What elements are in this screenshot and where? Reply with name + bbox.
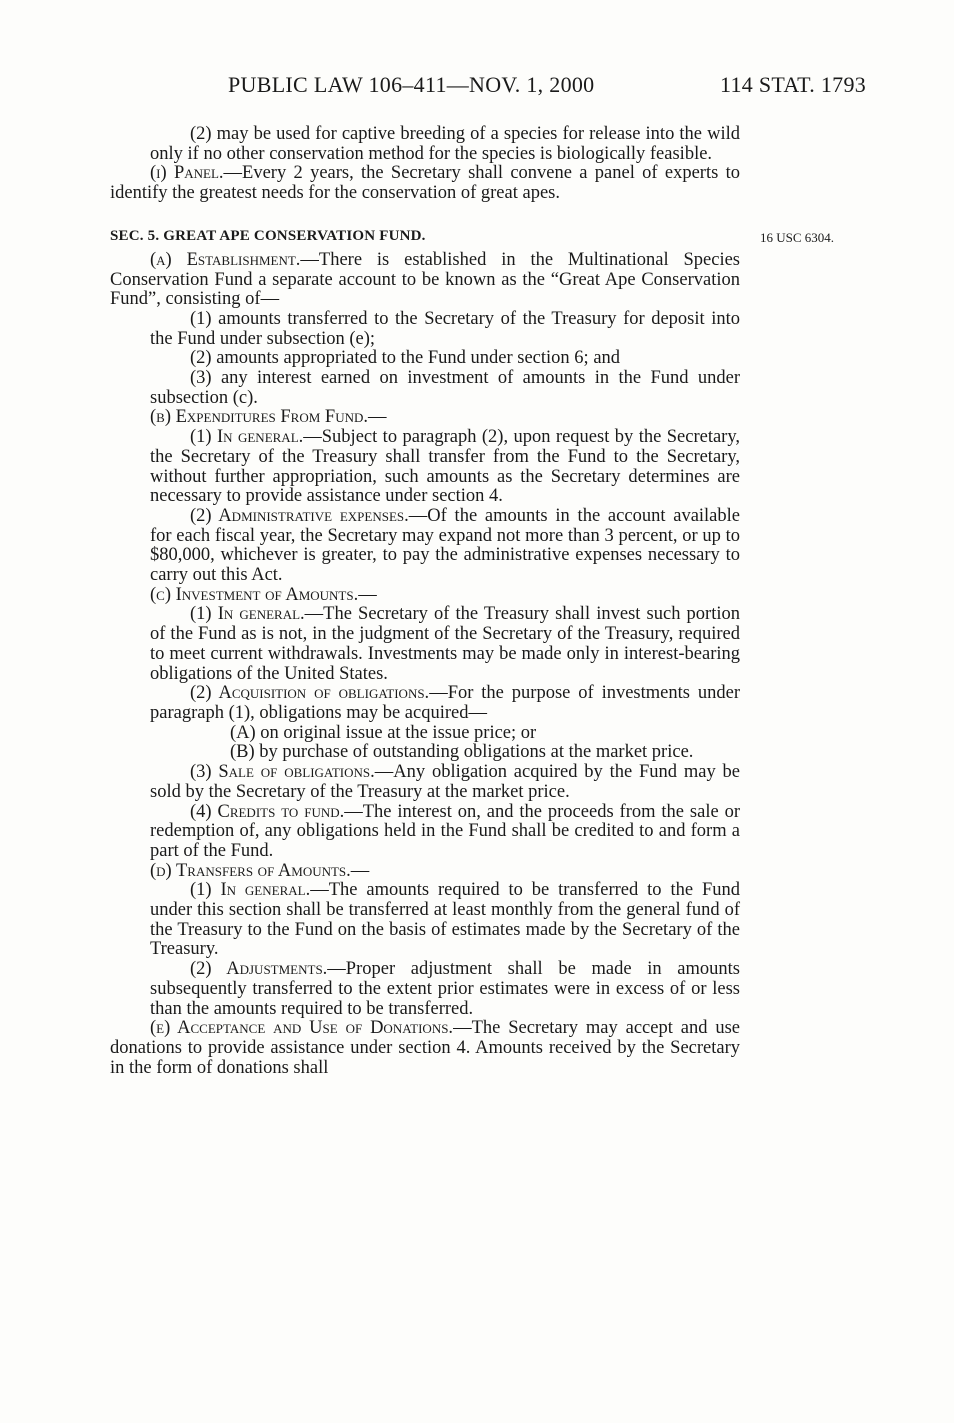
subsection-e: [110, 1019, 740, 1078]
subsection-b-dash: —: [368, 407, 387, 428]
subparagraph-c2B: (B) by purchase of outstanding obligations at the market price.: [230, 742, 694, 763]
panel-text: —Every 2 years, the Secretary shall convene a panel of experts to identify the greatest needs for the conservation of great apes.: [110, 163, 740, 204]
paragraph-c2-text: —For the purpose of investments under paragraph (1), obligations may be acquired—: [150, 683, 740, 723]
paragraph-b1-text: —Subject to paragraph (2), upon request by the Secretary, the Secretary of the Treasury shall transfer from the Fund to the Secretary, without further appropriation, such amounts as the Secretary determines are necessary to provide assistance under section 4.: [150, 427, 741, 507]
usc-marginal-note: 16 USC 6304.: [760, 229, 835, 245]
paragraph-c4: [110, 803, 740, 862]
subparagraph-c2A: (A) on original issue at the issue price; or: [230, 722, 537, 743]
subsection-a: [110, 251, 740, 310]
subsection-c-heading: (c) Investment of Amounts.: [150, 584, 359, 605]
paragraph-b2: [110, 507, 740, 586]
paragraph-a2: (2) amounts appropriated to the Fund under section 6; and: [190, 348, 621, 369]
subsection-e-text: —The Secretary may accept and use donations to provide assistance under section 4. Amounts received by the Secretary in the form of donations shall: [110, 1018, 740, 1078]
statute-page-number: 114 STAT. 1793: [720, 72, 867, 97]
subsection-d-heading: (d) Transfers of Amounts.: [150, 860, 351, 881]
paragraph-captive-breeding: (2) may be used for captive breeding of a species for release into the wild only if no other conservation method for the species is biologically feasible.: [150, 124, 740, 164]
paragraph-d1-heading: (1) In general.: [190, 880, 311, 901]
paragraph-c1-text: —The Secretary of the Treasury shall invest such portion of the Fund as is not, in the judgment of the Secretary of the Treasury, required to meet current withdrawals. Investments may be made only in interest-bearing obligations of the United States.: [150, 604, 741, 684]
subsection-e-heading: (e) Acceptance and Use of Donations.: [150, 1018, 454, 1039]
subsection-c-dash: —: [358, 584, 377, 605]
paragraph-b1-heading: (1) In general.: [190, 427, 304, 448]
paragraph-c1-heading: (1) In general.: [190, 604, 305, 625]
paragraph-c3-heading: (3) Sale of obligations.: [190, 762, 375, 783]
paragraph-panel: [110, 164, 740, 203]
page-header: [0, 72, 954, 102]
public-law-citation: PUBLIC LAW 106–411—NOV. 1, 2000: [228, 72, 595, 97]
paragraph-c2-heading: (2) Acquisition of obligations.: [190, 683, 430, 704]
paragraph-a1: (1) amounts transferred to the Secretary of the Treasury for deposit into the Fund under subsection (e);: [150, 308, 740, 349]
paragraph-d1-text: —The amounts required to be transferred to the Fund under this section shall be transferred at least monthly from the general fund of the Treasury to the Fund on the basis of estimates made by the Secretary of the Treasury.: [150, 880, 741, 960]
subsection-d-dash: —: [350, 860, 370, 881]
paragraph-a3: (3) any interest earned on investment of amounts in the Fund under subsection (c).: [150, 368, 740, 408]
paragraph-c3-text: —Any obligation acquired by the Fund may be sold by the Secretary of the Treasury at the market price.: [150, 762, 740, 802]
paragraph-d2: [110, 960, 740, 1019]
paragraph-d2-text: —Proper adjustment shall be made in amounts subsequently transferred to the extent prior estimates were in excess of or less than the amounts required to be transferred.: [150, 959, 740, 1019]
subsection-b: [110, 408, 740, 428]
paragraph-c1: [110, 605, 740, 684]
paragraph-b1: [110, 428, 740, 507]
paragraph-c4-text: —The interest on, and the proceeds from the sale or redemption of, any obligations held in the Fund shall be credited to and form a part of the Fund.: [150, 801, 740, 861]
subsection-d: [110, 862, 740, 882]
section-heading: SEC. 5. GREAT APE CONSERVATION FUND.: [110, 227, 426, 244]
paragraph-d2-heading: (2) Adjustments.: [190, 959, 328, 980]
paragraph-c2: [110, 684, 740, 723]
subsection-a-text: —There is established in the Multinational Species Conservation Fund a separate account to be known as the “Great Ape Conservation Fund”, consisting of—: [110, 249, 741, 310]
paragraph-b2-heading: (2) Administrative expenses.: [190, 505, 409, 526]
paragraph-c3: [110, 763, 740, 802]
section-5-heading-row: [110, 225, 835, 245]
paragraph-d1: [110, 881, 740, 960]
subsection-b-heading: (b) Expenditures From Fund.: [150, 407, 368, 428]
document-body: [110, 124, 835, 1078]
subsection-a-heading: (a) Establishment.: [150, 249, 301, 270]
paragraph-b2-text: —Of the amounts in the account available for each fiscal year, the Secretary may expand not more than 3 percent, or up to $80,000, whichever is greater, to pay the administrative expenses necessary to carry out this Act.: [150, 505, 740, 586]
paragraph-c4-heading: (4) Credits to fund.: [190, 801, 345, 822]
subsection-c: [110, 586, 740, 606]
panel-heading: (i) Panel.: [150, 163, 224, 184]
